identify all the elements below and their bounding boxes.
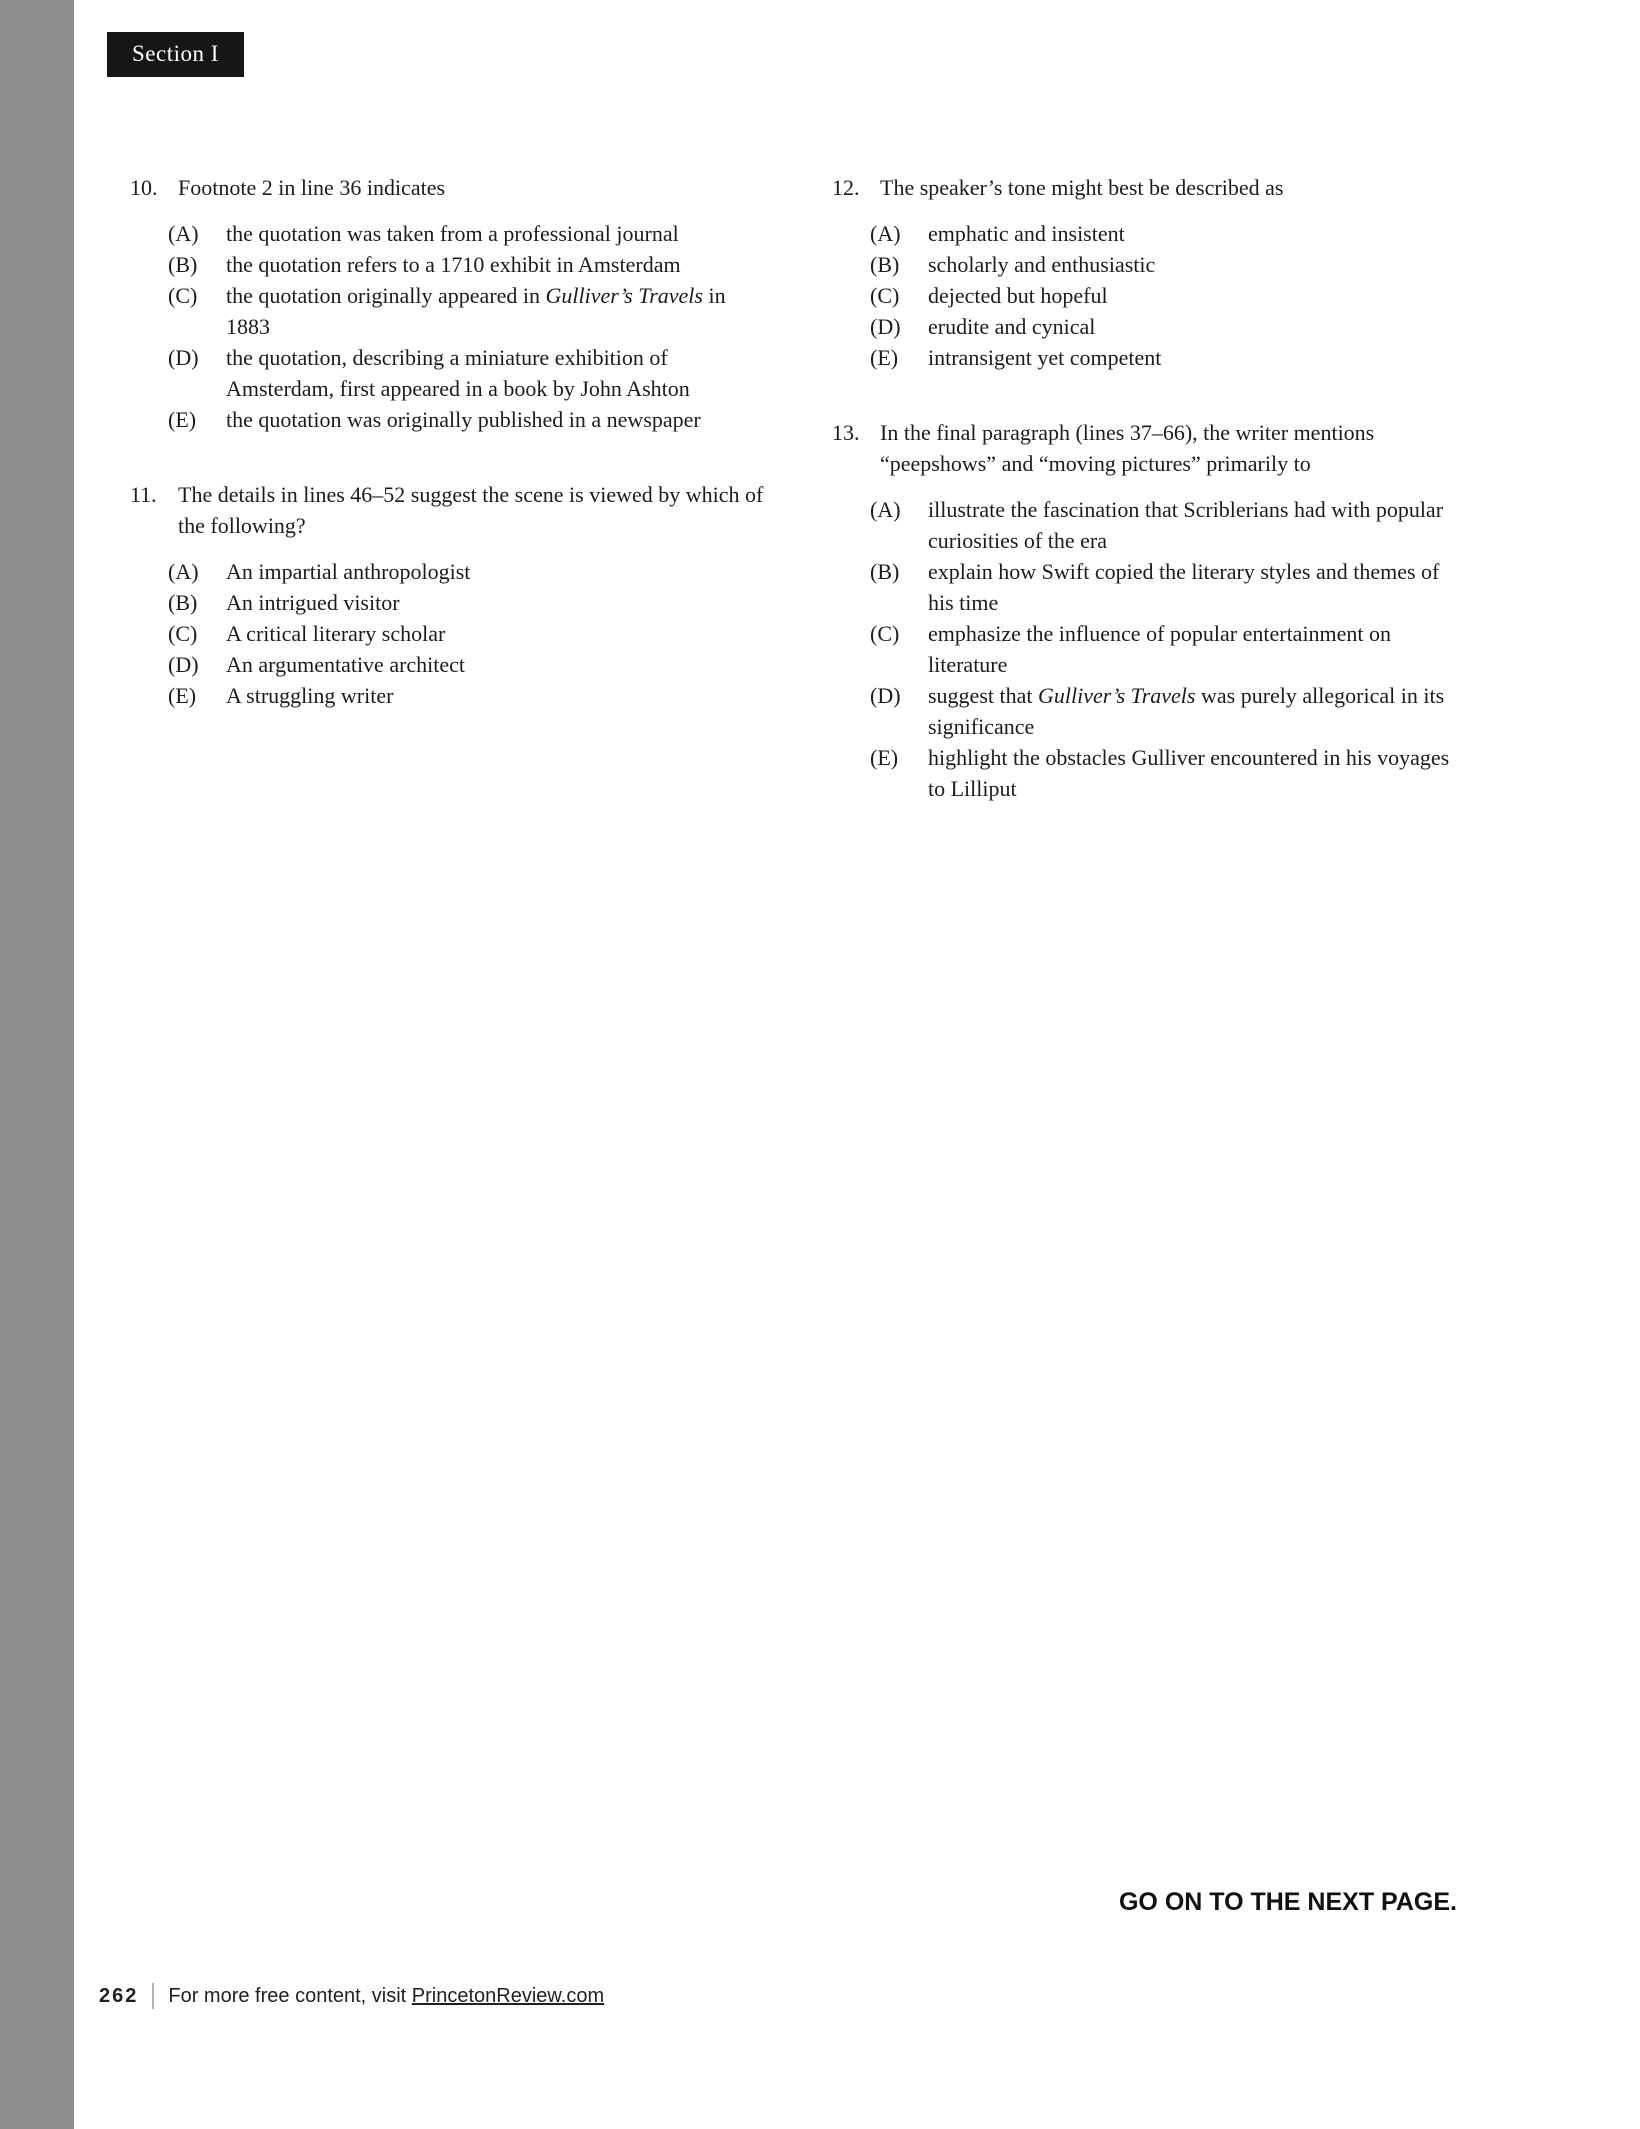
choice-d: [870, 680, 1464, 742]
choice-text: A critical literary scholar: [226, 621, 446, 646]
choice-e: [870, 742, 1464, 804]
question-number: 13.: [832, 420, 860, 445]
choice-e: [870, 342, 1464, 373]
choice-b: [168, 249, 764, 280]
page-number: 262: [99, 1984, 139, 2007]
choice-label: (E): [870, 745, 899, 770]
question-12: [832, 172, 1464, 373]
left-column: [130, 172, 764, 804]
choice-c: [870, 618, 1464, 680]
choices: [870, 494, 1464, 804]
choice-label: (E): [168, 683, 197, 708]
choice-label: (D): [168, 345, 199, 370]
sidebar-strip: [0, 0, 74, 2129]
promo-text: For more free content, visit: [168, 1984, 412, 2007]
choice-a: [870, 218, 1464, 249]
choice-text: erudite and cynical: [928, 314, 1096, 339]
choice-label: (D): [168, 652, 199, 677]
choice-label: (C): [870, 621, 900, 646]
right-column: [832, 172, 1464, 804]
choice-text: the quotation was taken from a professional journal: [226, 221, 679, 246]
choice-label: (C): [168, 283, 198, 308]
choice-c: [870, 280, 1464, 311]
choice-text: highlight the obstacles Gulliver encountered in his voyages to Lilliput: [928, 745, 1450, 801]
choice-label: (B): [168, 252, 198, 277]
choice-a: [168, 556, 764, 587]
choice-label: (A): [870, 497, 901, 522]
choice-label: (A): [168, 559, 199, 584]
choice-label: (A): [870, 221, 901, 246]
choice-text: the quotation was originally published in a newspaper: [226, 407, 701, 432]
choice-text: dejected but hopeful: [928, 283, 1108, 308]
go-on-text: GO ON TO THE NEXT PAGE.: [1118, 1888, 1457, 1916]
choice-text: suggest that Gulliver’s Travels was purely allegorical in its significance: [928, 683, 1445, 739]
choice-label: (D): [870, 314, 901, 339]
choice-d: [168, 649, 764, 680]
choice-text: the quotation refers to a 1710 exhibit in Amsterdam: [226, 252, 681, 277]
choice-text: the quotation originally appeared in Gulliver’s Travels in 1883: [226, 283, 726, 339]
question-number: 12.: [832, 175, 860, 200]
choice-text: illustrate the fascination that Scriblerians had with popular curiosities of the era: [928, 497, 1444, 553]
choices: [168, 218, 764, 435]
choice-label: (B): [870, 559, 900, 584]
princeton-review-link[interactable]: PrincetonReview.com: [411, 1984, 605, 2007]
choice-e: [168, 680, 764, 711]
choice-label: (A): [168, 221, 199, 246]
footer-divider: [152, 1983, 154, 2009]
choice-text: An argumentative architect: [226, 652, 466, 677]
question-11: [130, 479, 764, 711]
choice-label: (C): [870, 283, 900, 308]
choice-c: [168, 618, 764, 649]
question-10: [130, 172, 764, 435]
choice-text: intransigent yet competent: [928, 345, 1162, 370]
questions-area: [130, 172, 1470, 804]
choice-b: [870, 249, 1464, 280]
choice-text: emphasize the influence of popular entertainment on literature: [928, 621, 1392, 677]
choice-b: [870, 556, 1464, 618]
question-stem: In the final paragraph (lines 37–66), the writer mentions “peepshows” and “moving pictures” primarily to: [880, 420, 1375, 476]
choice-c: [168, 280, 764, 342]
choice-text: emphatic and insistent: [928, 221, 1125, 246]
choice-a: [168, 218, 764, 249]
question-stem: The speaker’s tone might best be described as: [880, 175, 1284, 200]
choice-b: [168, 587, 764, 618]
choice-text: explain how Swift copied the literary styles and themes of his time: [928, 559, 1440, 615]
choice-label: (B): [168, 590, 198, 615]
question-stem: Footnote 2 in line 36 indicates: [178, 175, 446, 200]
choice-d: [870, 311, 1464, 342]
choice-label: (D): [870, 683, 901, 708]
choice-label: (B): [870, 252, 900, 277]
section-badge: Section I: [107, 32, 244, 77]
choice-label: (E): [870, 345, 899, 370]
choices: [168, 556, 764, 711]
choice-label: (E): [168, 407, 197, 432]
choices: [870, 218, 1464, 373]
choice-text: An intrigued visitor: [226, 590, 400, 615]
choice-text: scholarly and enthusiastic: [928, 252, 1156, 277]
choice-text: A struggling writer: [226, 683, 394, 708]
question-13: [832, 417, 1464, 804]
choice-e: [168, 404, 764, 435]
choice-label: (C): [168, 621, 198, 646]
choice-d: [168, 342, 764, 404]
choice-text: An impartial anthropologist: [226, 559, 471, 584]
choice-a: [870, 494, 1464, 556]
question-number: 10.: [130, 175, 158, 200]
page-footer: [99, 1983, 604, 2009]
choice-text: the quotation, describing a miniature exhibition of Amsterdam, first appeared in a book by John Ashton: [226, 345, 690, 401]
question-stem: The details in lines 46–52 suggest the scene is viewed by which of the following?: [178, 482, 764, 538]
question-number: 11.: [130, 482, 157, 507]
